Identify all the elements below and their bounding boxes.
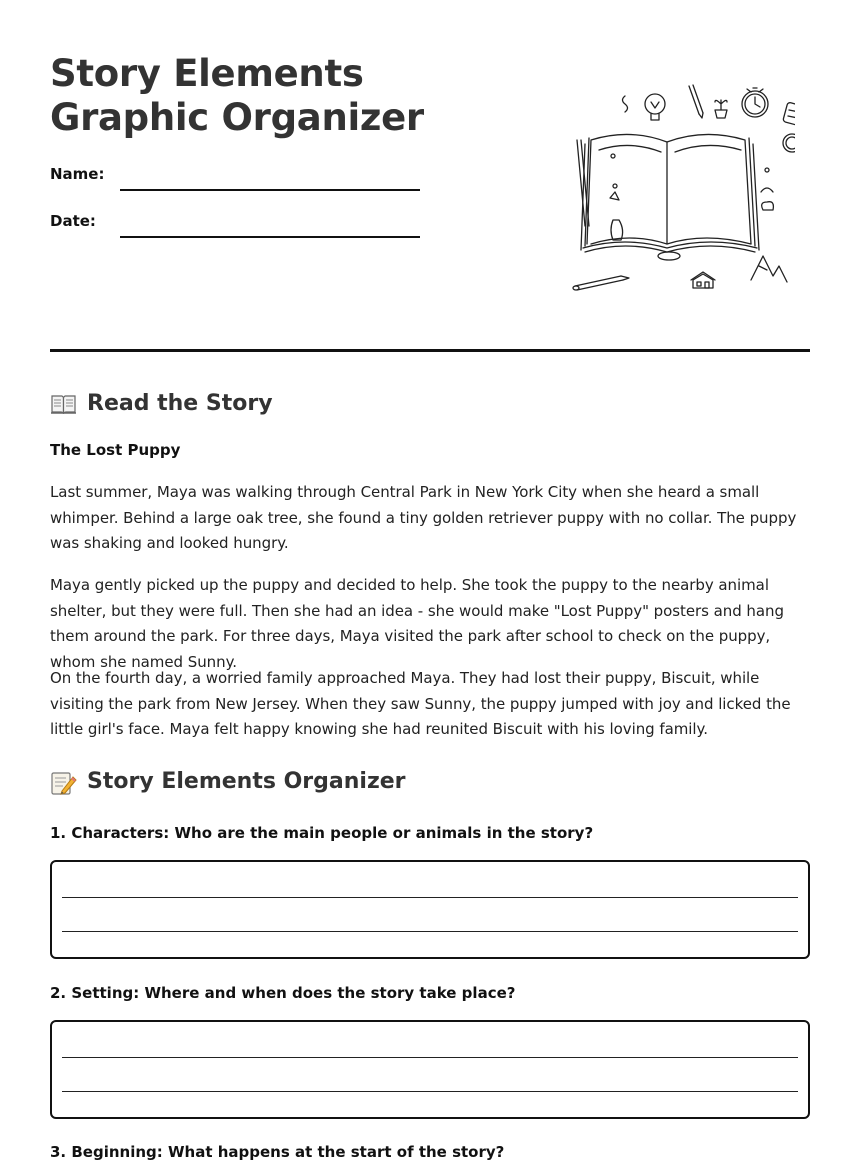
book-emoji-icon [50,392,77,416]
question-beginning: 3. Beginning: What happens at the start of the story? [50,1143,505,1161]
story-paragraph: On the fourth day, a worried family approached Maya. They had lost their puppy, Biscuit, while visiting the park from New Jersey. When they saw Sunny, the puppy jumped with joy and licked the little girl's face. Maya felt happy knowing she had reunited Biscuit with his loving family. [50,669,791,739]
answer-line [62,931,798,932]
name-write-line[interactable] [120,189,420,191]
date-field [50,212,420,242]
header-divider [50,349,810,352]
read-story-heading [50,391,273,416]
answer-line [62,897,798,898]
story-paragraph: Maya gently picked up the puppy and decided to help. She took the puppy to the nearby animal shelter, but they were full. Then she had an idea - she would make "Lost Puppy" posters and hang them around the park. For three days, Maya visited the park after school to check on the puppy, whom she named Sunny. [50,576,784,672]
read-story-heading-text: Read the Story [87,391,273,416]
question-characters: 1. Characters: Who are the main people or animals in the story? [50,824,594,842]
question-setting: 2. Setting: Where and when does the story take place? [50,984,516,1002]
memo-pencil-emoji-icon [50,770,77,794]
story-title: The Lost Puppy [50,441,181,459]
date-write-line[interactable] [120,236,420,238]
date-label: Date: [50,212,96,230]
answer-line [62,1057,798,1058]
name-label: Name: [50,165,105,183]
open-book-with-school-doodles-icon [555,80,795,300]
story-paragraph: Last summer, Maya was walking through Central Park in New York City when she heard a small whimper. Behind a large oak tree, she found a tiny golden retriever puppy with no collar. The puppy was shaking and looked hungry. [50,483,797,553]
organizer-heading-text: Story Elements Organizer [87,769,406,794]
page-title: Story Elements Graphic Organizer [50,52,424,139]
answer-line [62,1091,798,1092]
organizer-heading [50,769,406,794]
setting-answer-box[interactable] [50,1020,810,1119]
name-field [50,165,420,195]
characters-answer-box[interactable] [50,860,810,959]
